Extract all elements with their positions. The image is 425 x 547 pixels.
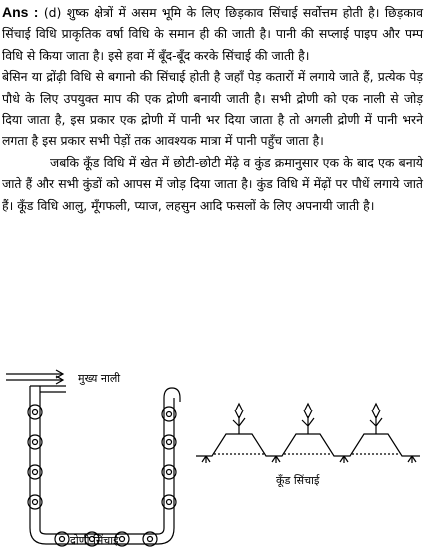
basin-tree bbox=[33, 500, 38, 505]
root bbox=[272, 456, 280, 463]
plant-on-ridge bbox=[302, 404, 314, 434]
paragraph-1-text: शुष्क क्षेत्रों में असम भूमि के लिए छिड़काव सिंचाई सर्वोत्तम होती है। छिड़काव सिंचाई विधि प्राकृतिक वर्षा विधि के समान ही की जाती है। पानी की सप्लाई पाइप और पम्प विधि से किया जाता है। इसे हवा में बूँद-बूँद करके सिंचाई की जाती है। bbox=[2, 5, 423, 63]
basin-tree bbox=[167, 470, 172, 475]
basin-tree bbox=[33, 410, 38, 415]
basin-tree bbox=[167, 440, 172, 445]
irrigation-diagrams bbox=[0, 368, 425, 547]
plant-on-ridge bbox=[370, 404, 382, 434]
basin-tree bbox=[167, 500, 172, 505]
basin-tree bbox=[148, 537, 153, 542]
main-channel-label: मुख्य नाली bbox=[78, 372, 121, 385]
channel-outer bbox=[30, 386, 174, 544]
channel-end-curl bbox=[164, 388, 180, 402]
paragraph-3: जबकि कूँड विधि में खेत में छोटी-छोटी मेंढ़े व कुंड क्रमानुसार एक के बाद एक बनाये जाते हैं और सभी कुंडों को आपस में जोड़ दिया जाता है। कुंड विधि में मेंढ़ों पर पौधें लगाये जाते हैं। कूँड विधि आलु, मूँगफली, प्याज, लहसुन आदि फसलों के लिए अपनायी जाती है। bbox=[2, 154, 423, 213]
basin-tree bbox=[60, 537, 65, 542]
answer-text bbox=[2, 2, 423, 216]
root bbox=[202, 456, 210, 463]
basin-caption: द्रोणी सिंचाई bbox=[70, 534, 119, 547]
answer-label: Ans : bbox=[2, 4, 39, 20]
answer-option: (d) bbox=[43, 5, 62, 20]
basin-tree bbox=[120, 537, 125, 542]
basin-tree bbox=[33, 440, 38, 445]
paragraph-2: बेसिन या द्रोंढ़ी विधि से बगानो की सिंचाई होती है जहाँ पेड़ कतारों में लगाये जाते हैं, प्रत्येक पेड़ पौधे के लिए उपयुक्त माप की एक द्रोणी बनायी जाती है। सभी द्रोणी को एक नाली से जोड़ दिया जाता है, इस प्रकार एक द्रोणी में पानी भर दिया जाता है तो अगली द्रोणी में पानी भरने लगता है इस प्रकार सभी पेड़ों तक आवश्यक मात्रा में पानी पहुँच जाता है। bbox=[2, 69, 423, 149]
root bbox=[408, 456, 416, 463]
basin-tree bbox=[167, 412, 172, 417]
basin-tree bbox=[33, 470, 38, 475]
furrow-irrigation-diagram bbox=[196, 404, 420, 463]
root bbox=[340, 456, 348, 463]
channel-inner bbox=[40, 386, 164, 534]
basin-irrigation-diagram bbox=[6, 370, 180, 546]
plant-on-ridge bbox=[233, 404, 245, 434]
furrow-caption: कूँड सिंचाई bbox=[276, 474, 320, 487]
paragraph-1 bbox=[2, 2, 423, 66]
ridge-profile bbox=[196, 434, 420, 456]
